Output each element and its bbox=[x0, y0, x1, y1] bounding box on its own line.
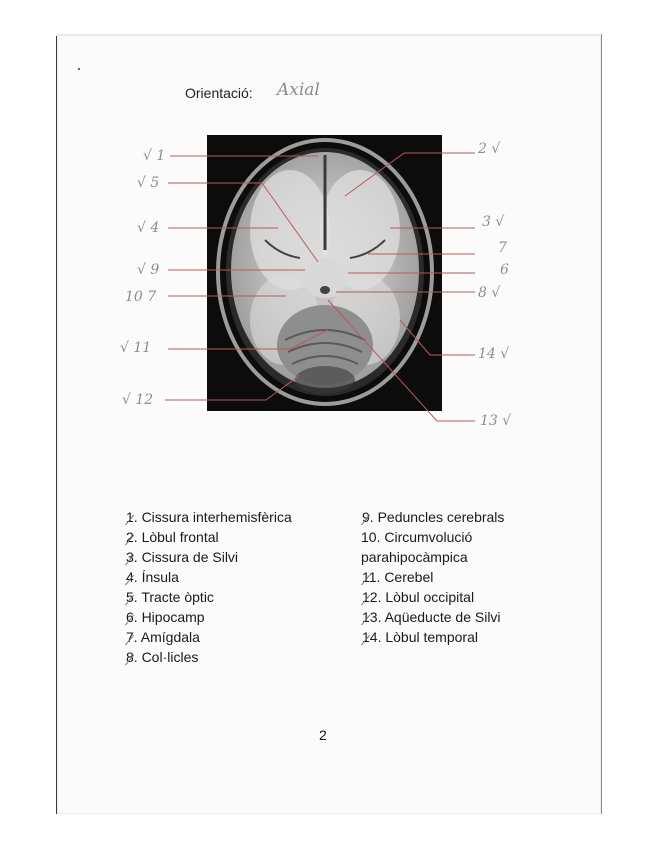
legend-item: 3. Cissura de Silvi bbox=[125, 547, 292, 567]
legend-item: 10. Circumvolució bbox=[361, 529, 473, 545]
legend-item: 14. Lòbul temporal bbox=[361, 627, 504, 647]
page-number: 2 bbox=[319, 727, 327, 743]
legend-item: 13. Aqüeducte de Silvi bbox=[361, 607, 504, 627]
legend-item: 9. Peduncles cerebrals bbox=[361, 507, 504, 527]
legend-item: 2. Lòbul frontal bbox=[125, 527, 292, 547]
annotation-left-9: √ 9 bbox=[137, 262, 160, 278]
legend-item: 8. Col·licles bbox=[125, 647, 292, 667]
annotation-right-6: 6 bbox=[500, 262, 509, 278]
orientation-value-handwritten: Axial bbox=[277, 80, 320, 100]
annotation-right-13: 13 √ bbox=[480, 413, 512, 429]
annotation-right-2: 2 √ bbox=[478, 141, 501, 157]
annotation-left-10: 10 7 bbox=[125, 289, 157, 305]
legend-item: 12. Lòbul occipital bbox=[361, 587, 504, 607]
annotation-left-5: √ 5 bbox=[137, 175, 160, 191]
annotation-left-4: √ 4 bbox=[137, 220, 160, 236]
annotation-left-1: √ 1 bbox=[143, 148, 166, 164]
annotation-right-7: 7 bbox=[498, 240, 507, 256]
annotation-right-3: 3 √ bbox=[482, 214, 505, 230]
legend-item: 4. Ínsula bbox=[125, 567, 292, 587]
annotation-left-12: √ 12 bbox=[122, 392, 154, 408]
legend-list-left bbox=[125, 507, 292, 667]
annotation-right-8: 8 √ bbox=[478, 285, 501, 301]
annotation-left-11: √ 11 bbox=[120, 340, 152, 356]
legend-list-right bbox=[361, 507, 504, 647]
legend-item: 5. Tracte òptic bbox=[125, 587, 292, 607]
legend-item: 7. Amígdala bbox=[125, 627, 292, 647]
legend-item: 11. Cerebel bbox=[361, 567, 504, 587]
legend-item: 6. Hipocamp bbox=[125, 607, 292, 627]
annotation-right-14: 14 √ bbox=[478, 346, 510, 362]
orientation-label: Orientació: bbox=[185, 85, 253, 101]
legend-item: 1. Cissura interhemisfèrica bbox=[125, 507, 292, 527]
legend-item: parahipocàmpica bbox=[361, 549, 468, 565]
